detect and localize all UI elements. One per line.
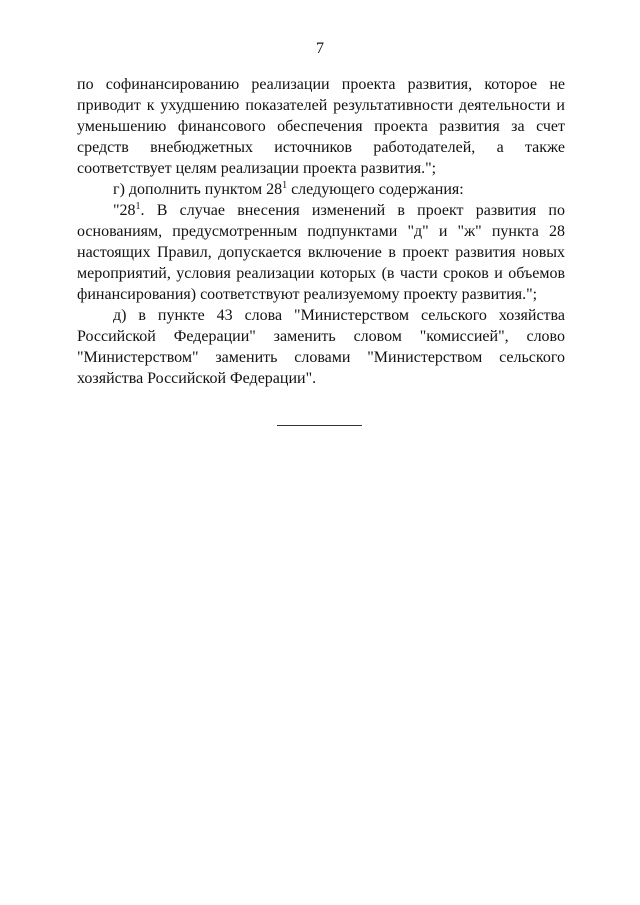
paragraph-item-d: д) в пункте 43 слова "Министерством сельского хозяйства Российской Федерации" заменить словом "комиссией", слово "Министерством" заменить словами "Министерством сельского хозяйства Российской Федерации". [77, 307, 565, 387]
superscript-index: 1 [135, 201, 141, 212]
paragraph-continuation: по софинансированию реализации проекта развития, которое не приводит к ухудшению показателей результативности деятельности и уменьшению финансового обеспечения проекта развития за счет средств внебюджетных источников работодателей, а также соответствует целям реализации проекта развития."; [77, 76, 565, 177]
point-28-1-number: "28 [113, 202, 136, 219]
paragraph-item-g [77, 179, 565, 200]
superscript-index: 1 [282, 180, 288, 191]
paragraph-point-28-1 [77, 200, 565, 305]
item-g-text-end: следующего содержания: [287, 181, 464, 198]
page-number: 7 [316, 40, 324, 57]
end-separator-line [277, 425, 362, 426]
point-28-1-text: . В случае внесения изменений в проект развития по основаниям, предусмотренным подпунктами "д" и "ж" пункта 28 настоящих Правил, допускается включение в проект развития новых мероприятий, условия реализации которых (в части сроков и объемов финансирования) соответствуют реализуемому проекту развития."; [77, 202, 565, 303]
item-g-text: г) дополнить пунктом 28 [113, 181, 283, 198]
document-body [77, 74, 565, 389]
